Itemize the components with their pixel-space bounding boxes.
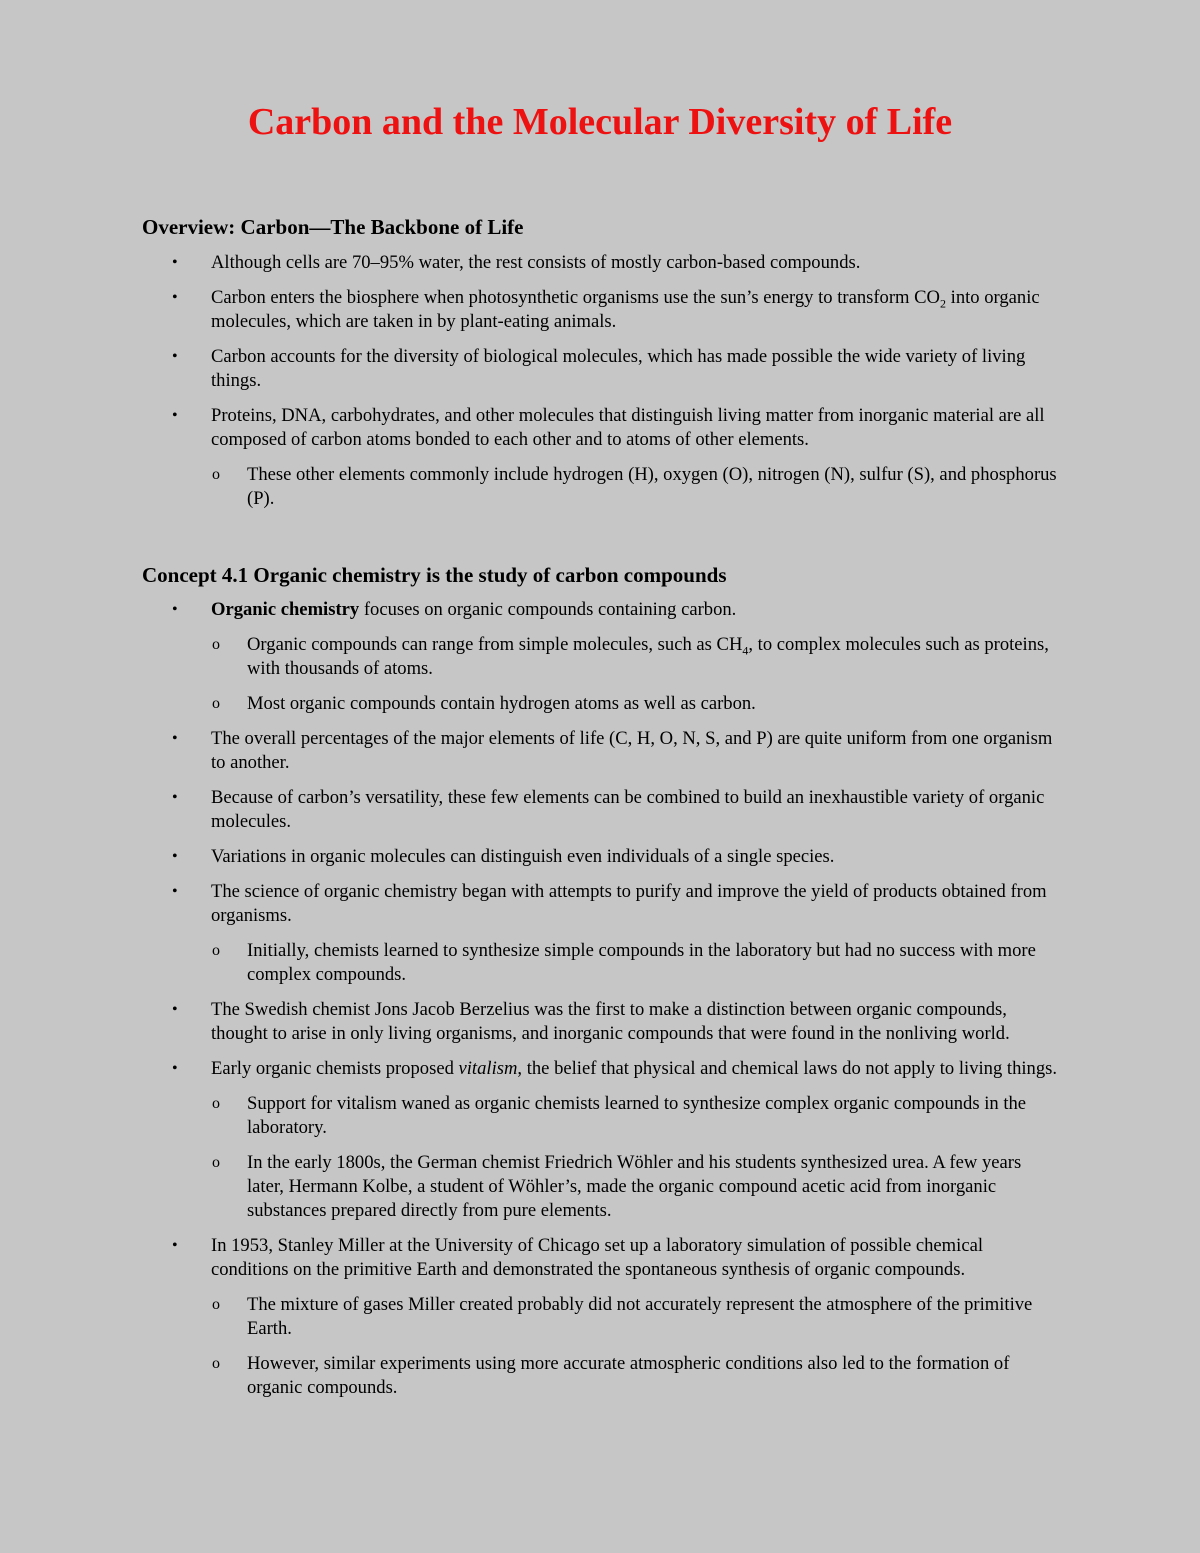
- bullet-marker: •: [172, 789, 178, 806]
- list-item-text: The mixture of gases Miller created probably did not accurately represent the atmosphere of the primitive Earth.: [247, 1294, 1033, 1339]
- list-item: [0, 1234, 1200, 1282]
- page-title: Carbon and the Molecular Diversity of Life: [247, 101, 953, 143]
- list-item: [0, 251, 1200, 275]
- list-item-text: In 1953, Stanley Miller at the University of Chicago set up a laboratory simulation of possible chemical conditions on the primitive Earth and demonstrated the spontaneous synthesis of organic compounds.: [211, 1235, 983, 1280]
- list-item-text: Early organic chemists proposed vitalism, the belief that physical and chemical laws do not apply to living things.: [211, 1058, 1058, 1079]
- list-item: [0, 727, 1200, 775]
- subscript: 4: [742, 643, 749, 658]
- list-item: [0, 786, 1200, 834]
- sub-list-item: [0, 1092, 1200, 1140]
- sub-bullet-marker: o: [212, 695, 220, 712]
- sub-bullet-marker: o: [212, 1355, 220, 1372]
- bullet-marker: •: [172, 1001, 178, 1018]
- bullet-marker: •: [172, 848, 178, 865]
- bold-term: Organic chemistry: [211, 599, 360, 620]
- bullet-marker: •: [172, 254, 178, 271]
- list-item-text: Organic compounds can range from simple molecules, such as $CH_4$, to complex molecules such as proteins, with thousands of atoms.: [247, 634, 1049, 679]
- sub-list-item: [0, 463, 1200, 511]
- sub-bullet-marker: o: [212, 1296, 220, 1313]
- list-item-text: The overall percentages of the major elements of life (C, H, O, N, S, and P) are quite uniform from one organism to another.: [211, 728, 1053, 773]
- list-item: [0, 345, 1200, 393]
- bullet-marker: •: [172, 1060, 178, 1077]
- list-item-text: Organic chemistry focuses on organic compounds containing carbon.: [211, 599, 737, 620]
- sub-list-item: [0, 1352, 1200, 1400]
- list-item-text: The science of organic chemistry began with attempts to purify and improve the yield of products obtained from organisms.: [211, 881, 1047, 926]
- list-item-text: Proteins, DNA, carbohydrates, and other molecules that distinguish living matter from inorganic material are all composed of carbon atoms bonded to each other and to atoms of other elements.: [211, 405, 1045, 450]
- list-item-text: These other elements commonly include hydrogen (H), oxygen (O), nitrogen (N), sulfur (S), and phosphorus (P).: [247, 464, 1057, 509]
- list-item: [0, 404, 1200, 452]
- list-item: [0, 1057, 1200, 1081]
- sub-list-item: [0, 1293, 1200, 1341]
- bullet-marker: •: [172, 289, 178, 306]
- list-item-text: However, similar experiments using more accurate atmospheric conditions also led to the formation of organic compounds.: [247, 1353, 1010, 1398]
- sub-list-item: [0, 692, 1200, 716]
- list-item-text: Carbon enters the biosphere when photosynthetic organisms use the sun’s energy to transform $CO_2$ into organic molecules, which are taken in by plant-eating animals.: [211, 287, 1040, 332]
- list-item: [0, 598, 1200, 622]
- list-item: [0, 998, 1200, 1046]
- sub-bullet-marker: o: [212, 942, 220, 959]
- sub-bullet-marker: o: [212, 1095, 220, 1112]
- sub-list-item: [0, 1151, 1200, 1223]
- section-heading-concept-4-1: Concept 4.1 Organic chemistry is the study of carbon compounds: [142, 563, 727, 587]
- overview-bullet-list: [0, 251, 1200, 522]
- list-item-text: Although cells are 70–95% water, the rest consists of mostly carbon-based compounds.: [211, 252, 861, 273]
- bullet-marker: •: [172, 348, 178, 365]
- sub-bullet-marker: o: [212, 1154, 220, 1171]
- list-item-text: Because of carbon’s versatility, these few elements can be combined to build an inexhaustible variety of organic molecules.: [211, 787, 1045, 832]
- sub-list-item: [0, 939, 1200, 987]
- sub-bullet-marker: o: [212, 466, 220, 483]
- list-item-text: In the early 1800s, the German chemist Friedrich Wöhler and his students synthesized urea. A few years later, Hermann Kolbe, a student of Wöhler’s, made the organic compound acetic acid from inorganic substances prepared directly from pure elements.: [247, 1152, 1022, 1221]
- list-item-text: Most organic compounds contain hydrogen atoms as well as carbon.: [247, 693, 756, 714]
- list-item-text: Initially, chemists learned to synthesize simple compounds in the laboratory but had no success with more complex compounds.: [247, 940, 1036, 985]
- bullet-marker: •: [172, 883, 178, 900]
- list-item: [0, 286, 1200, 334]
- list-item: [0, 845, 1200, 869]
- list-item-text: Carbon accounts for the diversity of biological molecules, which has made possible the wide variety of living things.: [211, 346, 1026, 391]
- list-item: [0, 880, 1200, 928]
- bullet-marker: •: [172, 407, 178, 424]
- sub-list-item: [0, 633, 1200, 681]
- list-item-text: Variations in organic molecules can distinguish even individuals of a single species.: [211, 846, 835, 867]
- subscript: 2: [940, 296, 946, 311]
- bullet-marker: •: [172, 601, 178, 618]
- bullet-marker: •: [172, 1237, 178, 1254]
- list-item-text: Support for vitalism waned as organic chemists learned to synthesize complex organic compounds in the laboratory.: [247, 1093, 1027, 1138]
- italic-term: vitalism: [458, 1058, 518, 1079]
- concept-bullet-list: [0, 598, 1200, 1411]
- sub-bullet-marker: o: [212, 636, 220, 653]
- bullet-marker: •: [172, 730, 178, 747]
- list-item-text: The Swedish chemist Jons Jacob Berzelius was the first to make a distinction between organic compounds, thought to arise in only living organisms, and inorganic compounds that were found in the nonliving world.: [211, 999, 1010, 1044]
- section-heading-overview: Overview: Carbon—The Backbone of Life: [142, 215, 524, 239]
